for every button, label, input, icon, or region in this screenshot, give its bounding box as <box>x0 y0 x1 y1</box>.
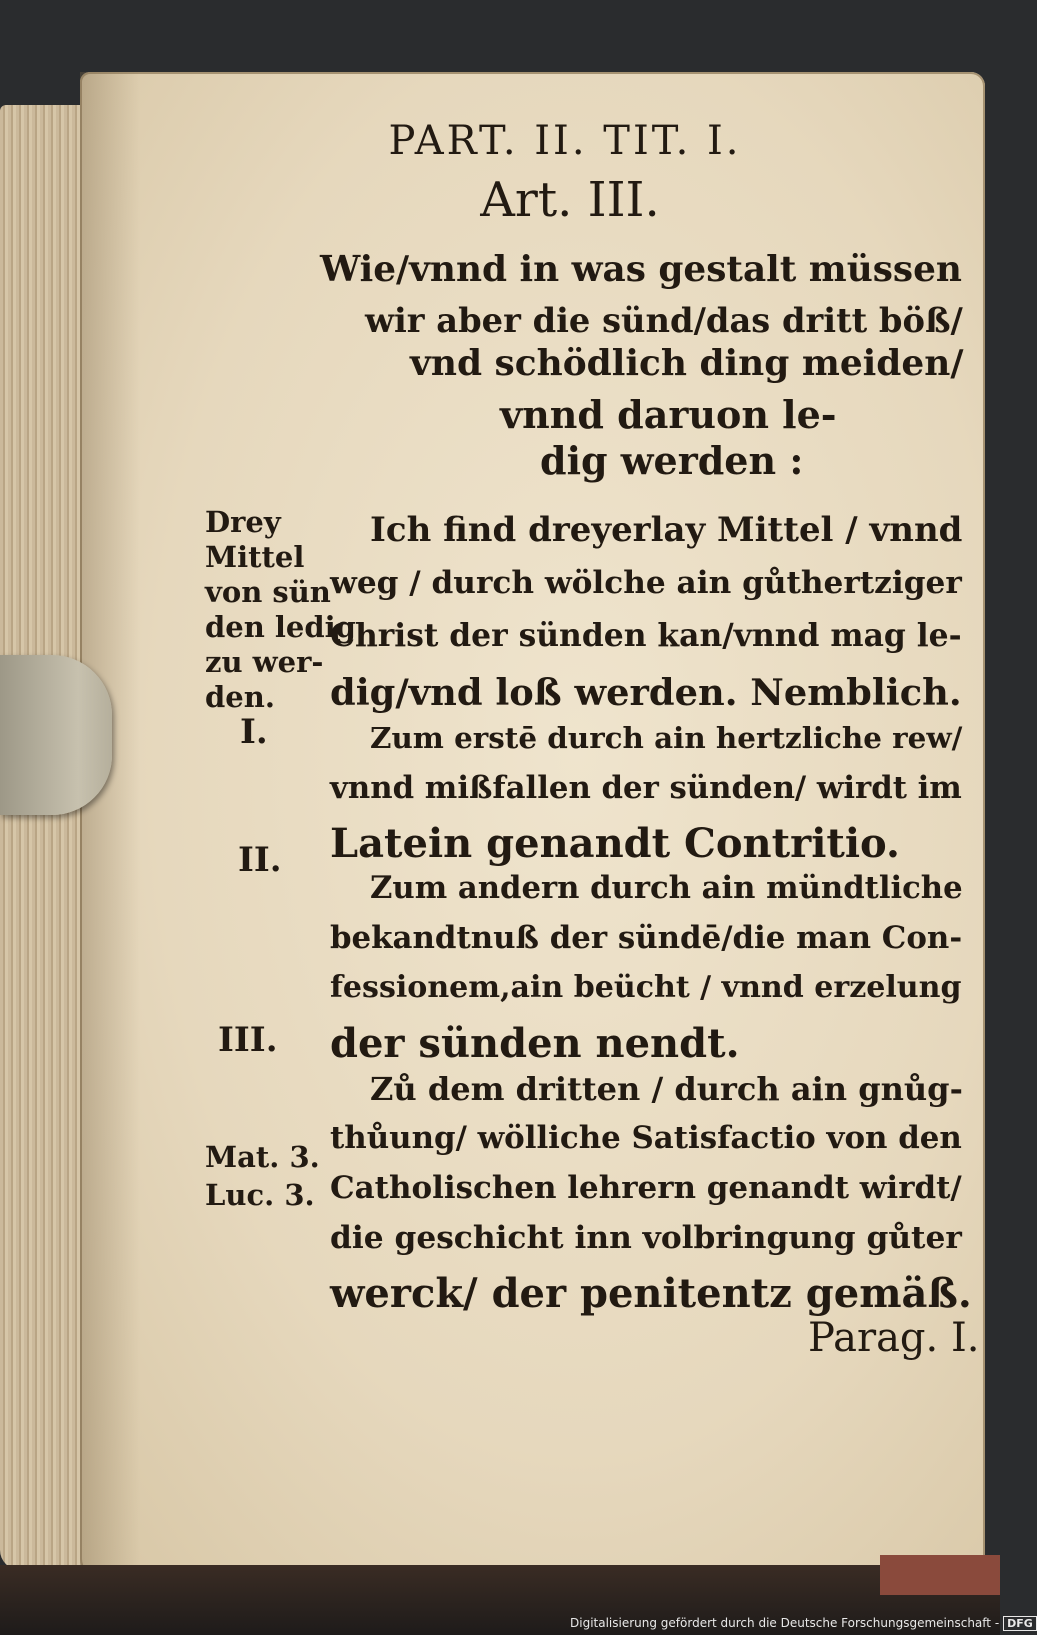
heading-line: wir aber die sünd/das dritt böß/ <box>365 300 963 340</box>
citation-line: Mat. 3. <box>205 1140 320 1174</box>
body-line: Christ der sünden kan/vnnd mag le- <box>330 618 962 654</box>
body-line: Ich find dreyerlay Mittel / vnnd <box>370 510 963 550</box>
margin-note-line: von sün <box>205 575 331 609</box>
body-line: werck/ der penitentz gemäß. <box>330 1270 972 1317</box>
body-line: Zů dem dritten / durch ain gnůg- <box>370 1070 963 1108</box>
bookmark-clip <box>0 655 112 815</box>
margin-note-line: Mittel <box>205 540 305 574</box>
heading-line: Wie/vnnd in was gestalt müssen <box>320 248 962 290</box>
citation-line: Luc. 3. <box>205 1178 315 1212</box>
body-line: Zum erstē durch ain hertzliche rew/ <box>370 720 963 755</box>
digitization-credit <box>570 1616 1033 1634</box>
dfg-logo: DFG <box>1003 1616 1037 1631</box>
body-line: vnnd mißfallen der sünden/ wirdt im <box>330 770 962 806</box>
body-line: fessionem,ain beücht / vnnd erzelung <box>330 970 962 1005</box>
body-line: dig/vnd loß werden. Nemblich. <box>330 670 962 714</box>
article-title: Art. III. <box>480 172 660 228</box>
margin-note-line: den ledig <box>205 610 356 644</box>
body-line: der sünden nendt. <box>330 1020 740 1067</box>
body-line: weg / durch wölche ain gůthertziger <box>330 565 962 601</box>
body-line: thůung/ wölliche Satisfactio von den <box>330 1120 962 1156</box>
margin-note-line: den. <box>205 680 275 714</box>
body-line: Latein genandt Contritio. <box>330 820 900 867</box>
body-line: die geschicht inn volbringung gůter <box>330 1220 962 1256</box>
section-numeral: III. <box>218 1020 278 1060</box>
catchword: Parag. I. <box>808 1315 980 1361</box>
body-line: Zum andern durch ain mündtliche <box>370 870 963 906</box>
section-numeral: II. <box>238 840 282 880</box>
page-gutter-shadow <box>80 72 140 1577</box>
margin-note-line: zu wer- <box>205 645 324 679</box>
heading-line: vnnd daruon le- <box>500 392 837 437</box>
credit-text: Digitalisierung gefördert durch die Deutsche Forschungsgemeinschaft - <box>570 1616 1000 1630</box>
heading-line: vnd schödlich ding meiden/ <box>410 342 964 384</box>
section-numeral: I. <box>240 712 268 752</box>
heading-line: dig werden : <box>540 438 804 483</box>
body-line: Catholischen lehrern genandt wirdt/ <box>330 1170 962 1206</box>
margin-note-line: Drey <box>205 505 281 539</box>
cover-corner <box>880 1555 1000 1595</box>
running-head: PART. II. TIT. I. <box>388 118 742 164</box>
body-line: bekandtnuß der sündē/die man Con- <box>330 920 963 956</box>
